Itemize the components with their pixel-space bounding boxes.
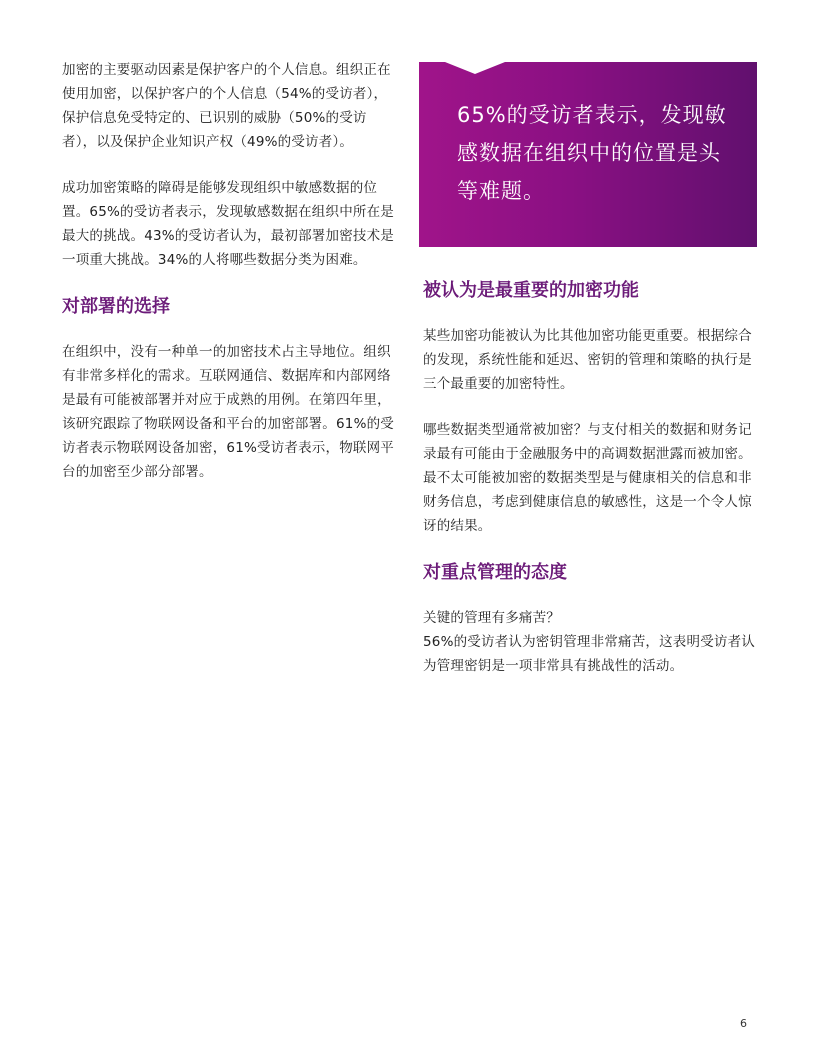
intro-paragraph: 加密的主要驱动因素是保护客户的个人信息。组织正在使用加密，以保护客户的个人信息（54%的受访者），保护信息免受特定的、已识别的威胁（50%的受访者），以及保护企业知识产权（49%的受访者）。 [62,62,391,150]
key-management-question: 关键的管理有多痛苦？ [423,610,560,626]
obstacles-paragraph: 成功加密策略的障碍是能够发现组织中敏感数据的位置。65%的受访者表示，发现敏感数据在组织中所在是最大的挑战。43%的受访者认为，最初部署加密技术是一项重大挑战。34%的人将哪些数据分类为困难。 [62,180,395,268]
important-features-heading: 被认为是最重要的加密功能 [423,280,639,301]
callout-notch [445,62,505,74]
right-column [423,278,757,700]
features-paragraph: 某些加密功能被认为比其他加密功能更重要。根据综合的发现，系统性能和延迟、密钥的管理和策略的执行是三个最重要的加密特性。 [423,328,752,392]
pull-quote-text: 65%的受访者表示，发现敏感数据在组织中的位置是头等难题。 [457,103,727,203]
key-management-heading: 对重点管理的态度 [423,562,567,583]
deployment-paragraph: 在组织中，没有一种单一的加密技术占主导地位。组织有非常多样化的需求。互联网通信、数据库和内部网络是最有可能被部署并对应于成熟的用例。在第四年里，该研究跟踪了物联网设备和平台的加密部署。61%的受访者表示物联网设备加密，61%受访者表示，物联网平台的加密至少部分部署。 [62,344,395,480]
left-column [62,58,394,506]
key-management-paragraph: 56%的受访者认为密钥管理非常痛苦，这表明受访者认为管理密钥是一项非常具有挑战性的活动。 [423,634,756,674]
deployment-heading: 对部署的选择 [62,296,170,317]
data-types-paragraph: 哪些数据类型通常被加密？与支付相关的数据和财务记录最有可能由于金融服务中的高调数据泄露而被加密。最不太可能被加密的数据类型是与健康相关的信息和非财务信息，考虑到健康信息的敏感性，这是一个令人惊讶的结果。 [423,422,752,534]
page-number: 6 [740,1017,747,1030]
pull-quote-callout [419,62,757,247]
